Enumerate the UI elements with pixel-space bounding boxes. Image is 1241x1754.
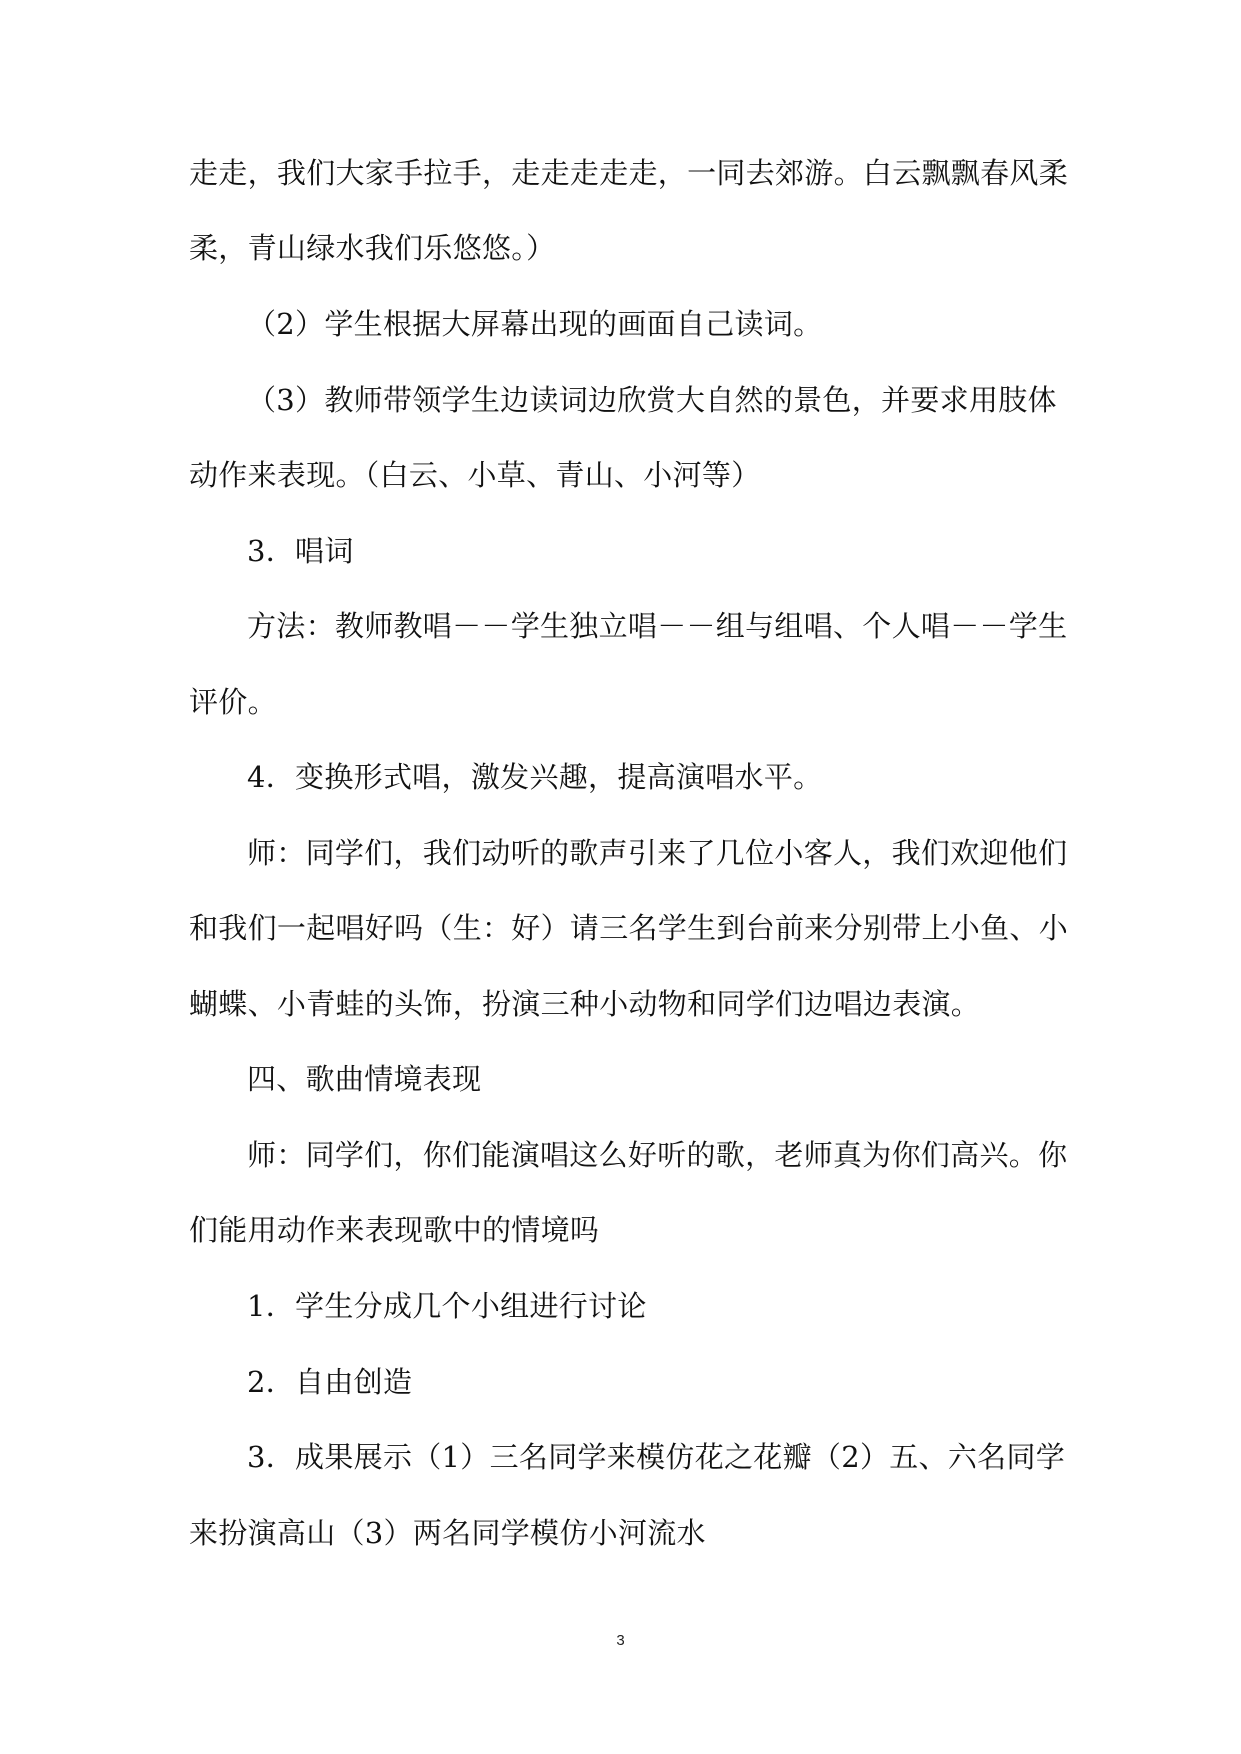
section-heading: 四、歌曲情境表现 xyxy=(247,1062,482,1096)
text-line: 和我们一起唱好吗（生：好）请三名学生到台前来分别带上小鱼、小 xyxy=(189,911,1069,945)
text-line: 动作来表现。（白云、小草、青山、小河等） xyxy=(189,458,761,492)
text-line: 们能用动作来表现歌中的情境吗 xyxy=(189,1213,600,1247)
section-heading: 4．变换形式唱，激发兴趣，提高演唱水平。 xyxy=(247,760,823,794)
text-line: 方法：教师教唱－－学生独立唱－－组与组唱、个人唱－－学生 xyxy=(247,609,1068,643)
text-line: （3）教师带领学生边读词边欣赏大自然的景色，并要求用肢体 xyxy=(247,383,1057,417)
text-line: 柔，青山绿水我们乐悠悠。） xyxy=(189,231,556,265)
text-line: 来扮演高山（3）两名同学模仿小河流水 xyxy=(189,1516,706,1550)
list-item: 1．学生分成几个小组进行讨论 xyxy=(247,1289,647,1323)
text-line: 师：同学们，我们动听的歌声引来了几位小客人，我们欢迎他们 xyxy=(247,836,1068,870)
list-item: 2．自由创造 xyxy=(247,1365,413,1399)
text-line: （2）学生根据大屏幕出现的画面自己读词。 xyxy=(247,307,823,341)
section-heading: 3．唱词 xyxy=(247,534,354,568)
page-number: 3 xyxy=(616,1632,625,1649)
list-item: 3．成果展示（1）三名同学来模仿花之花瓣（2）五、六名同学 xyxy=(247,1440,1066,1474)
text-line: 评价。 xyxy=(189,685,277,719)
text-line: 师：同学们，你们能演唱这么好听的歌，老师真为你们高兴。你 xyxy=(247,1138,1068,1172)
text-line: 蝴蝶、小青蛙的头饰，扮演三种小动物和同学们边唱边表演。 xyxy=(189,987,981,1021)
text-line: 走走，我们大家手拉手，走走走走走，一同去郊游。白云飘飘春风柔 xyxy=(189,156,1069,190)
